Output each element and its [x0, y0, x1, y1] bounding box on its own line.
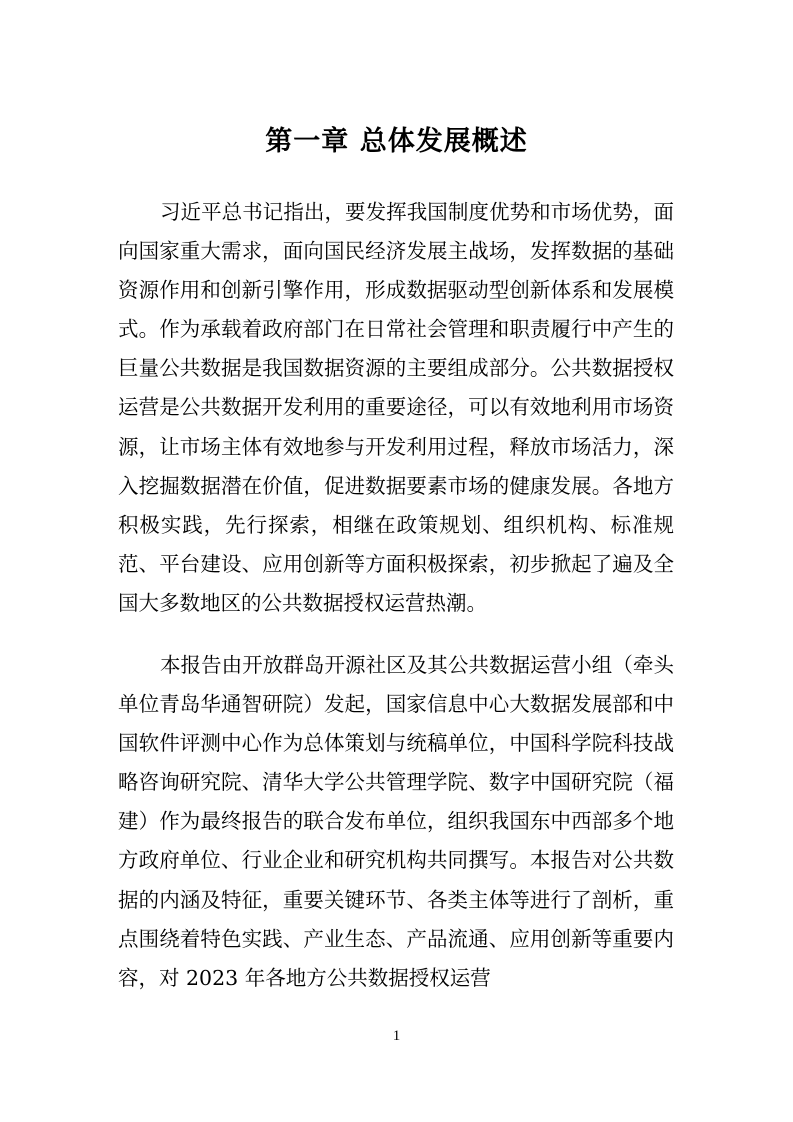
body-paragraph: 习近平总书记指出，要发挥我国制度优势和市场优势，面向国家重大需求，面向国民经济发展主战场，发挥数据的基础资源作用和创新引擎作用，形成数据驱动型创新体系和发展模式。作为承载着政府部门在日常社会管理和职责履行中产生的巨量公共数据是我国数据资源的主要组成部分。公共数据授权运营是公共数据开发利用的重要途径，可以有效地利用市场资源，让市场主体有效地参与开发利用过程，释放市场活力，深入挖掘数据潜在价值，促进数据要素市场的健康发展。各地方积极实践，先行探索，相继在政策规划、组织机构、标准规范、平台建设、应用创新等方面积极探索，初步掀起了遍及全国大多数地区的公共数据授权运营热潮。	[118, 200, 674, 615]
chapter-title: 第一章 总体发展概述	[265, 126, 528, 157]
body-paragraph: 本报告由开放群岛开源社区及其公共数据运营小组（牵头单位青岛华通智研院）发起，国家信息中心大数据发展部和中国软件评测中心作为总体策划与统稿单位，中国科学院科技战略咨询研究院、清华大学公共管理学院、数字中国研究院（福建）作为最终报告的联合发布单位，组织我国东中西部多个地方政府单位、行业企业和研究机构共同撰写。本报告对公共数据的内涵及特征，重要关键环节、各类主体等进行了剖析，重点围绕着特色实践、产业生态、产品流通、应用创新等重要内容，对 2023 年各地方公共数据授权运营	[118, 653, 674, 990]
page-number: 1	[392, 1028, 401, 1044]
